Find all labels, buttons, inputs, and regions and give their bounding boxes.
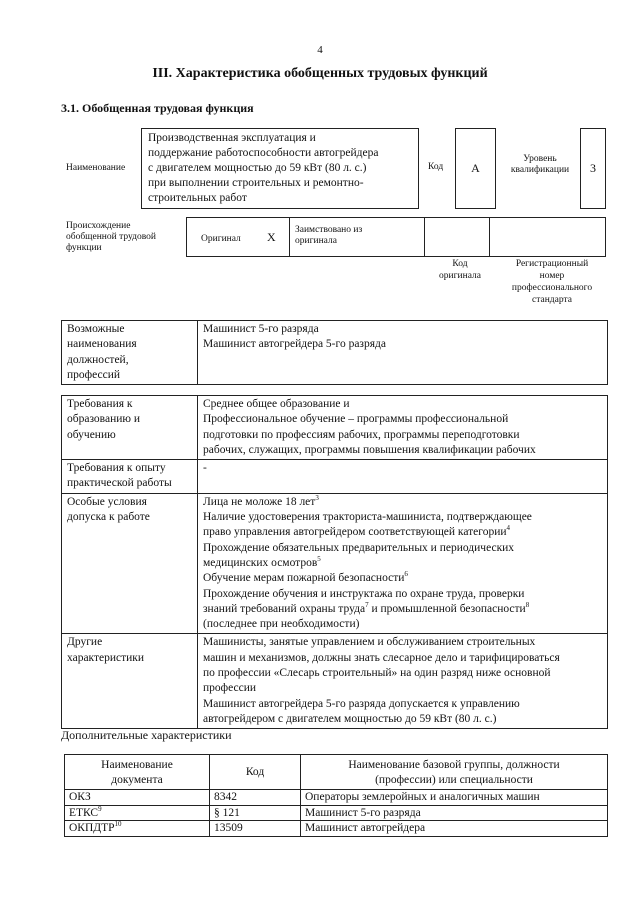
special-conditions-row [62, 493, 608, 634]
position-name: Машинист 5-го разряда [203, 323, 319, 335]
label-line: наименования [67, 338, 137, 351]
original-label: Оригинал [201, 234, 241, 244]
label-line: Требования к [67, 398, 133, 410]
origin-label-line: обобщенной трудовой [66, 232, 156, 242]
education-value-cell [198, 396, 608, 460]
value-line: подготовки по профессиям рабочих, программы переподготовки [203, 428, 520, 441]
additional-title: Дополнительные характеристики [61, 728, 232, 742]
experience-label-cell [62, 460, 198, 494]
value-line: автогрейдером с двигателем мощностью до 59 кВт (80 л. с.) [203, 712, 497, 725]
doc-cell: ОКЗ [65, 790, 210, 806]
page-number: 4 [317, 44, 323, 56]
name-cell: Машинист 5-го разряда [301, 805, 608, 821]
requirements-table [61, 395, 608, 729]
label-line: допуска к работе [67, 511, 150, 524]
positions-row [62, 321, 608, 385]
footnote-ref: 4 [506, 524, 511, 533]
function-name-box [141, 128, 419, 209]
original-mark: X [267, 230, 276, 244]
function-name-line: строительных работ [148, 192, 247, 204]
borrowed-label-line: оригинала [295, 236, 337, 246]
header-code-cell: Код [210, 755, 301, 790]
origin-label-line: Происхождение [66, 221, 131, 231]
footnote-ref: 8 [525, 601, 530, 610]
value-line: Наличие удостоверения тракториста-машиниста, подтверждающее [203, 511, 532, 524]
name-cell: Операторы землеройных и аналогичных машин [301, 790, 608, 806]
level-value: 3 [590, 161, 596, 175]
original-code-cell [424, 217, 490, 257]
value-line: Лица не моложе 18 лет$^3$ [203, 493, 319, 508]
experience-value-cell: - [198, 460, 608, 494]
function-name-line: поддержание работоспособности автогрейдера [148, 147, 379, 159]
education-label-cell [62, 396, 198, 460]
code-cell: 8342 [210, 790, 301, 806]
header-doc-cell [65, 755, 210, 790]
table-row [65, 821, 608, 837]
name-label: Наименование [66, 163, 126, 173]
code-cell: 13509 [210, 821, 301, 837]
other-characteristics-row [62, 634, 608, 729]
origin-label [66, 221, 156, 254]
label-line: Особые условия [67, 495, 147, 508]
name-cell: Машинист автогрейдера [301, 821, 608, 837]
value-line: Профессиональное обучение – программы профессиональной [203, 413, 509, 426]
section-title: III. Характеристика обобщенных трудовых функций [152, 66, 488, 81]
borrowed-label [295, 225, 362, 247]
label-line: должностей, [67, 353, 129, 366]
additional-header-row [65, 755, 608, 790]
code-value-box [455, 128, 496, 209]
origin-label-line: функции [66, 243, 102, 253]
header-line: документа [111, 773, 163, 786]
code-original-caption [427, 258, 493, 282]
table-row [65, 790, 608, 806]
value-line: профессии [203, 682, 257, 695]
function-name-line: при выполнении строительных и ремонтно- [148, 177, 364, 189]
label-line: Другие [67, 636, 103, 649]
footnote-ref: 9 [98, 804, 102, 813]
header-line: Наименование [101, 759, 173, 771]
caption-line: номер [539, 271, 565, 281]
subsection-title: 3.1. Обобщенная трудовая функция [61, 101, 254, 115]
caption-line: стандарта [532, 295, 572, 305]
additional-table [64, 754, 608, 837]
caption-line: профессионального [511, 283, 593, 293]
label-line: характеристики [67, 651, 145, 664]
footnote-ref: 3 [315, 493, 319, 502]
value-line: медицинских осмотров$^5$ [203, 555, 321, 569]
caption-line: Код [452, 259, 468, 269]
education-row [62, 396, 608, 460]
position-name: Машинист автогрейдера 5-го разряда [203, 338, 386, 351]
value-line: знаний требований охраны труда$^7$ и промышленной безопасности$^8$ [203, 601, 530, 615]
footnote-ref: 6 [404, 570, 408, 579]
function-name-line: Производственная эксплуатация и [148, 132, 316, 144]
other-label-cell [62, 634, 198, 729]
value-line: право управления автогрейдером соответствующей категории$^4$ [203, 524, 511, 539]
value-line: по профессии «Слесарь строительный» на один разряд ниже основной [203, 667, 551, 680]
level-label-line: квалификации [510, 165, 570, 175]
special-value-cell [198, 493, 608, 634]
code-cell: § 121 [210, 805, 301, 821]
value-line: Среднее общее образование и [203, 398, 350, 410]
footnote-ref: 5 [317, 555, 321, 564]
origin-row [186, 217, 608, 257]
value-line: рабочих, служащих, программы повышения квалификации рабочих [203, 443, 536, 456]
special-label-cell [62, 493, 198, 634]
borrowed-label-line: Заимствовано из [295, 225, 363, 235]
code-value: А [471, 161, 480, 175]
label-line: Возможные [67, 323, 125, 335]
reg-number-cell [489, 217, 606, 257]
positions-table [61, 320, 608, 385]
caption-line: оригинала [439, 271, 481, 281]
caption-line: Регистрационный [515, 259, 589, 269]
value-line: Прохождение обязательных предварительных и периодических [203, 541, 515, 554]
footnote-ref: 10 [114, 820, 122, 829]
value-line: Машинист автогрейдера 5-го разряда допускается к управлению [203, 697, 520, 710]
label-line: образованию и [67, 413, 140, 426]
doc-cell: ЕТКС$^9$ [65, 805, 210, 821]
level-value-box [580, 128, 606, 209]
value-line: (последнее при необходимости) [203, 618, 360, 631]
value-line: Прохождение обучения и инструктажа по охране труда, проверки [203, 587, 525, 600]
level-label [506, 154, 574, 176]
footnote-ref: 7 [365, 601, 369, 610]
value-line: Машинисты, занятые управлением и обслуживанием строительных [203, 636, 536, 649]
positions-value-cell [198, 321, 608, 385]
value-line: машин и механизмов, должны знать слесарное дело и тарифицироваться [203, 651, 560, 664]
other-value-cell [198, 634, 608, 729]
borrowed-cell [289, 217, 425, 257]
reg-number-caption [494, 258, 610, 306]
doc-cell: ОКПДТР$^{10}$ [65, 821, 210, 837]
function-name-line: с двигателем мощностью до 59 кВт (80 л. с.) [148, 162, 367, 174]
code-label: Код [428, 162, 444, 172]
original-cell [186, 217, 290, 257]
level-label-line: Уровень [523, 154, 557, 164]
value-line: Обучение мерам пожарной безопасности$^6$ [203, 570, 408, 585]
header-line: Наименование базовой группы, должности [348, 759, 560, 771]
label-line: Требования к опыту [67, 462, 166, 475]
label-line: профессий [67, 368, 121, 381]
header-line: (профессии) или специальности [375, 773, 533, 786]
label-line: обучению [67, 428, 116, 441]
positions-label-cell [62, 321, 198, 385]
label-line: практической работы [67, 477, 172, 490]
table-row [65, 805, 608, 821]
experience-row [62, 460, 608, 494]
header-name-cell [301, 755, 608, 790]
